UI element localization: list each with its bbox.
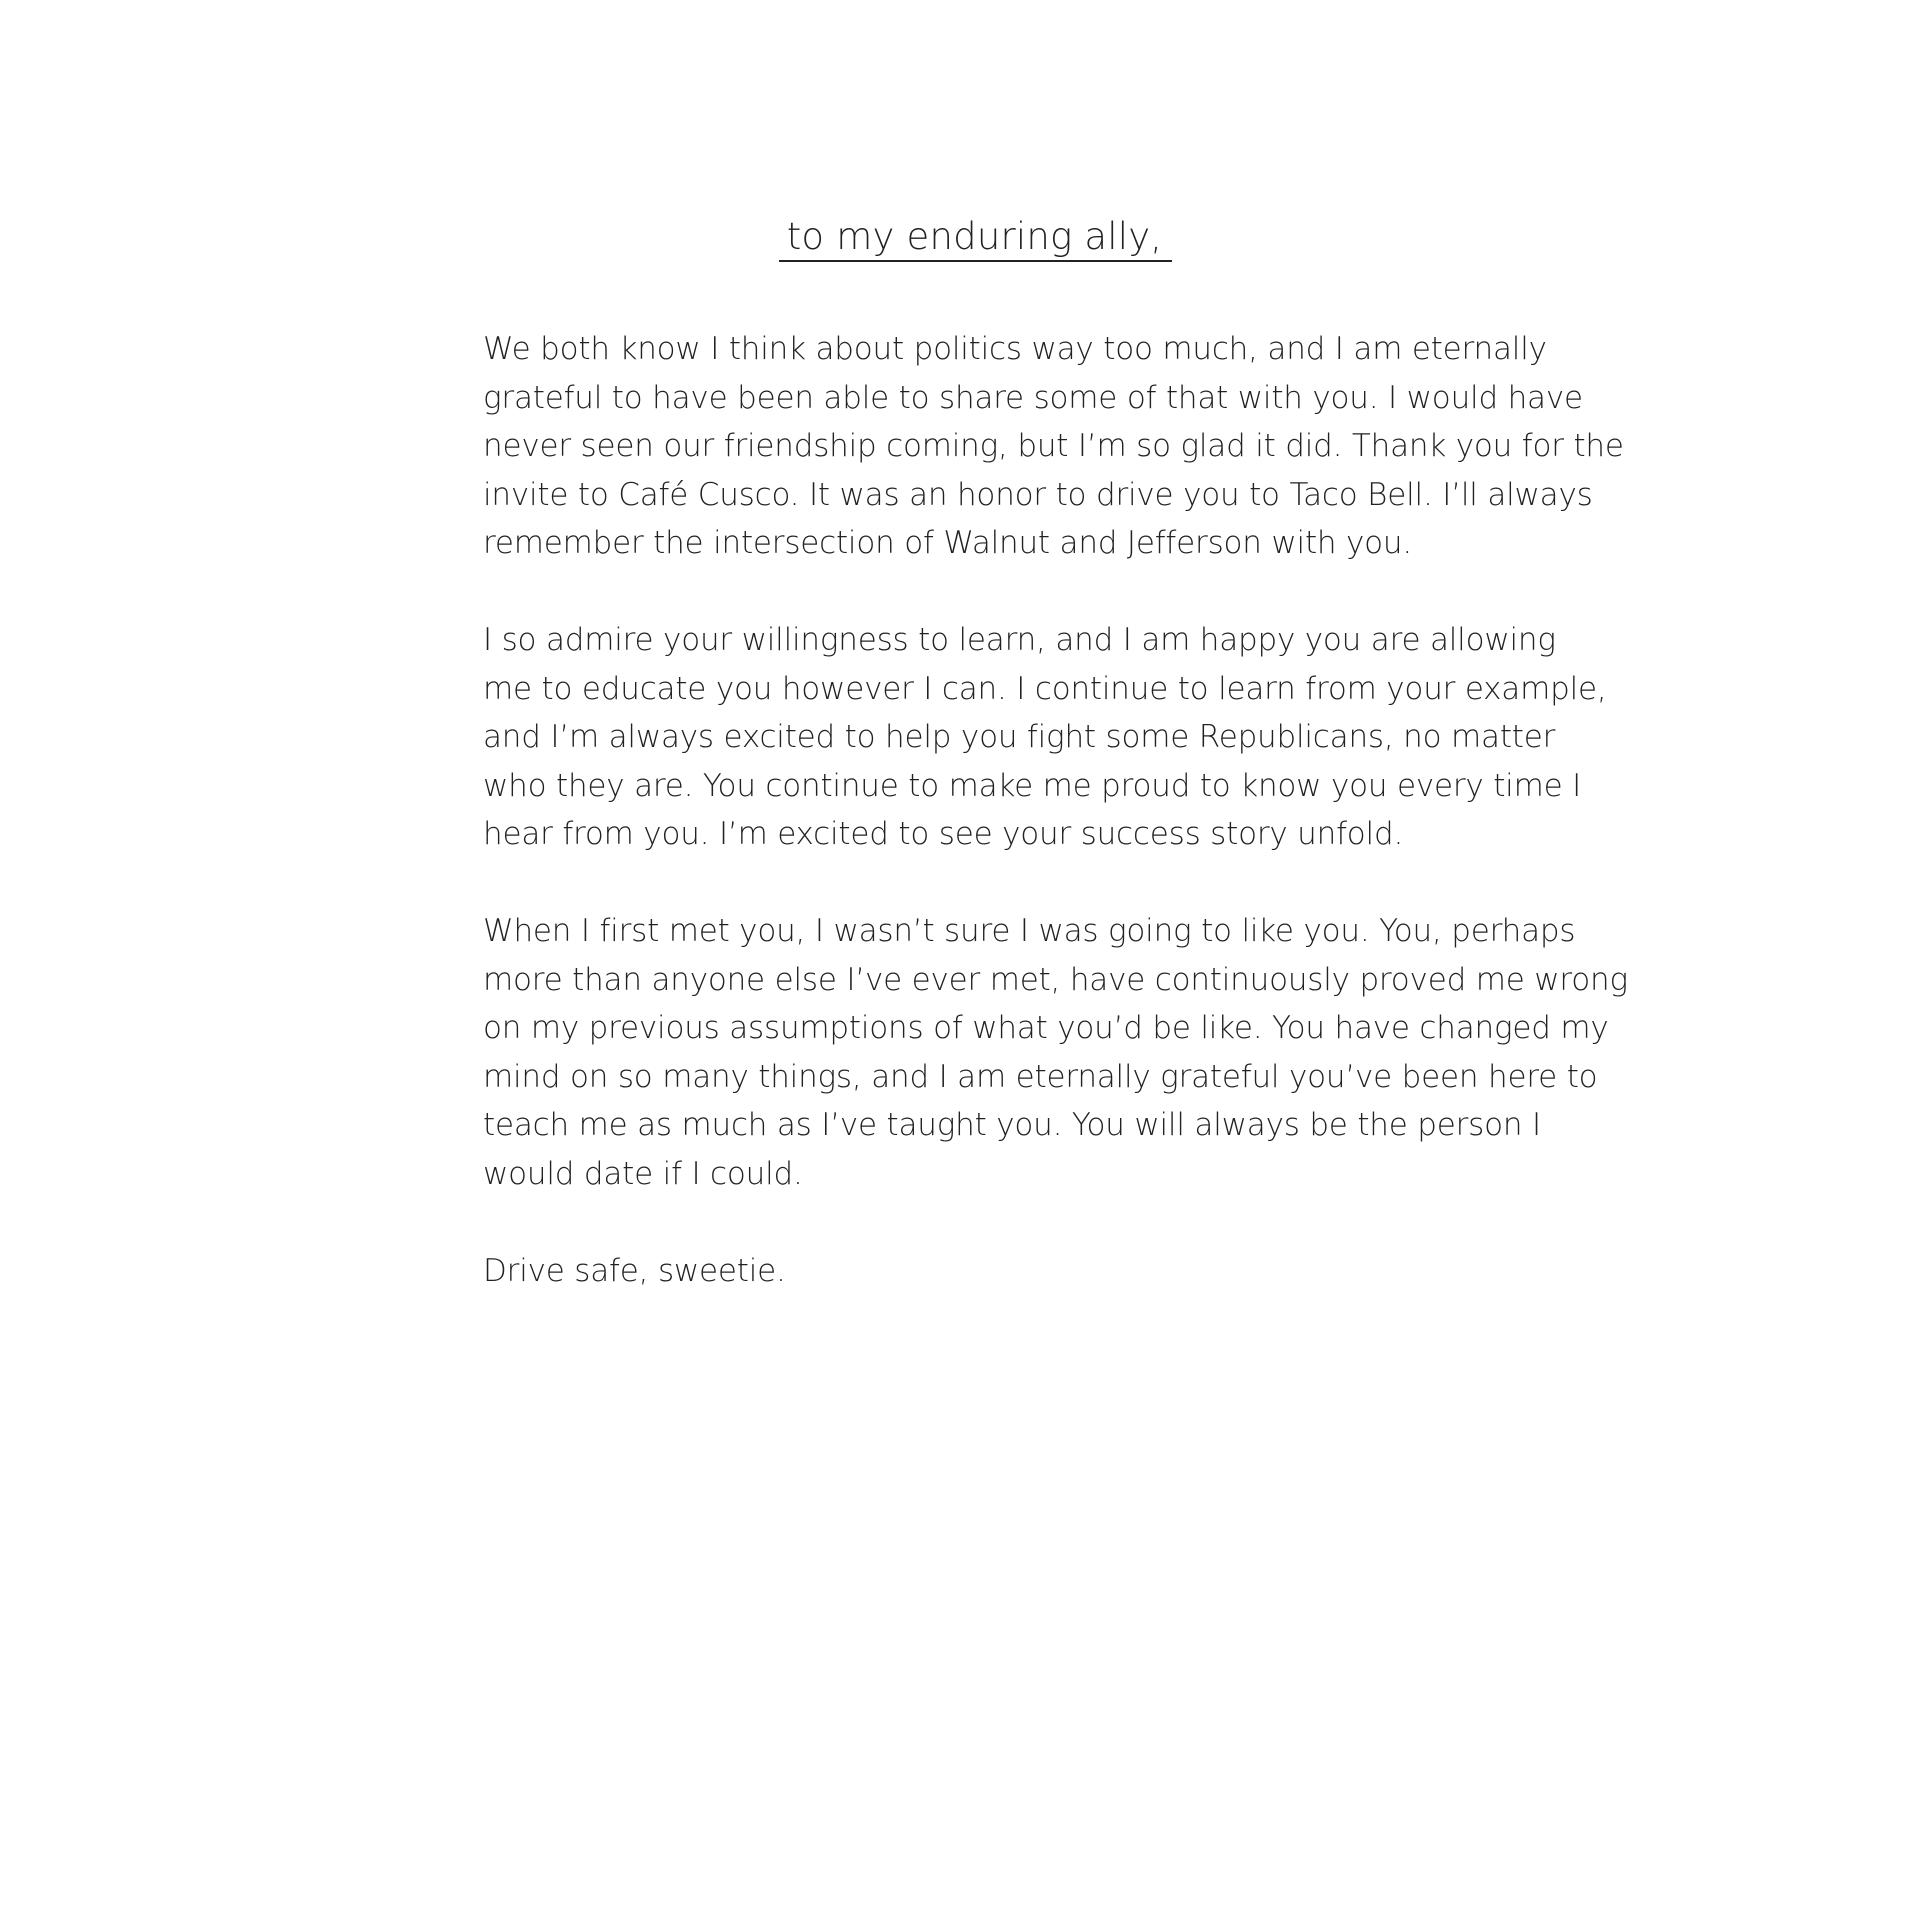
paragraph-2 bbox=[483, 616, 1607, 859]
paragraph-line: teach me as much as I’ve taught you. You will always be the person I bbox=[483, 1107, 1541, 1144]
paragraph-line: would date if I could. bbox=[483, 1155, 803, 1192]
paragraph-line: me to educate you however I can. I continue to learn from your example, bbox=[483, 670, 1607, 707]
paragraph-line: never seen our friendship coming, but I’m so glad it did. Thank you for the bbox=[483, 428, 1624, 465]
salutation-container bbox=[478, 215, 1473, 262]
paragraph-line: and I’m always excited to help you fight some Republicans, no matter bbox=[483, 719, 1556, 756]
letter bbox=[483, 215, 1628, 1295]
paragraph-3 bbox=[483, 907, 1628, 1198]
paragraph-line: When I first met you, I wasn’t sure I was going to like you. You, perhaps bbox=[483, 913, 1576, 950]
paragraph-line: invite to Café Cusco. It was an honor to drive you to Taco Bell. I’ll always bbox=[483, 476, 1593, 513]
letter-body bbox=[483, 325, 1628, 1295]
paragraph-line: I so admire your willingness to learn, and I am happy you are allowing bbox=[483, 622, 1556, 659]
paragraph-line: on my previous assumptions of what you’d be like. You have changed my bbox=[483, 1010, 1609, 1047]
paragraph-line: We both know I think about politics way too much, and I am eternally bbox=[483, 331, 1547, 368]
salutation-heading: to my enduring ally, bbox=[779, 215, 1173, 262]
paragraph-1 bbox=[483, 325, 1624, 568]
paragraph-line: remember the intersection of Walnut and Jefferson with you. bbox=[483, 525, 1413, 562]
paragraph-line: more than anyone else I’ve ever met, have continuously proved me wrong bbox=[483, 961, 1628, 998]
paragraph-line: mind on so many things, and I am eternally grateful you’ve been here to bbox=[483, 1058, 1598, 1095]
signoff: Drive safe, sweetie. bbox=[483, 1252, 786, 1289]
paragraph-line: hear from you. I’m excited to see your success story unfold. bbox=[483, 816, 1404, 853]
paragraph-line: who they are. You continue to make me proud to know you every time I bbox=[483, 767, 1582, 804]
paragraph-line: grateful to have been able to share some of that with you. I would have bbox=[483, 379, 1583, 416]
